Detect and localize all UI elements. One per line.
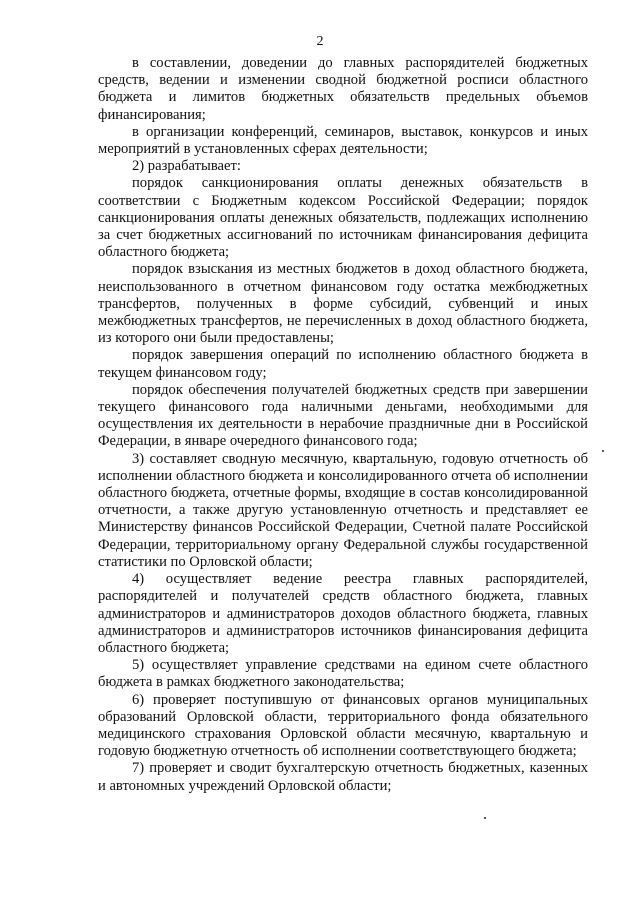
paragraph: порядок взыскания из местных бюджетов в доход областного бюджета, неиспользованного в отчетном финансовом году остатка межбюджетных трансфертов, полученных в форме субсидий, субвенций и иных межбюджетных трансфертов, не перечисленных в доход областного бюджета, из которого они были предоставлены; <box>98 261 588 347</box>
scan-speck <box>602 450 604 452</box>
paragraph: 5) осуществляет управление средствами на едином счете областного бюджета в рамках бюджетного законодательства; <box>98 657 588 691</box>
paragraph: порядок обеспечения получателей бюджетных средств при завершении текущего финансового года наличными деньгами, необходимыми для осуществления их деятельности в нерабочие праздничные дни в Российской Федерации, в январе очередного финансового года; <box>98 381 588 450</box>
paragraph: 7) проверяет и сводит бухгалтерскую отчетность бюджетных, казенных и автономных учреждений Орловской области; <box>98 760 588 794</box>
scan-speck <box>484 817 486 819</box>
paragraph: порядок санкционирования оплаты денежных обязательств в соответствии с Бюджетным кодексом Российской Федерации; порядок санкционирования оплаты денежных обязательств, подлежащих исполнению за счет бюджетных ассигнований по источникам финансирования дефицита областного бюджета; <box>98 175 588 261</box>
document-body <box>98 55 588 795</box>
paragraph: 6) проверяет поступившую от финансовых органов муниципальных образований Орловской области, территориального фонда обязательного медицинского страхования Орловской области месячную, квартальную и годовую бюджетную отчетность об исполнении соответствующего бюджета; <box>98 691 588 760</box>
paragraph: 2) разрабатывает: <box>132 158 241 175</box>
paragraph: 3) составляет сводную месячную, квартальную, годовую отчетность об исполнении областного бюджета и консолидированного отчета об исполнении областного бюджета, отчетные формы, входящие в состав консолидированной отчетности, а также другую установленную отчетность и представляет ее Министерству финансов Российской Федерации, Счетной палате Российской Федерации, территориальному органу Федеральной службы государственной статистики по Орловской области; <box>98 450 588 570</box>
paragraph: 4) осуществляет ведение реестра главных распорядителей, распорядителей и получателей средств областного бюджета, главных администраторов и администраторов доходов областного бюджета, главных администраторов и администраторов источников финансирования дефицита областного бюджета; <box>98 571 588 656</box>
page-number: 2 <box>316 34 324 49</box>
paragraph: в составлении, доведении до главных распорядителей бюджетных средств, ведении и изменении сводной бюджетной росписи областного бюджета и лимитов бюджетных обязательств предельных объемов финансирования; <box>98 55 588 123</box>
paragraph: порядок завершения операций по исполнению областного бюджета в текущем финансовом году; <box>98 347 588 381</box>
paragraph: в организации конференций, семинаров, выставок, конкурсов и иных мероприятий в установленных сферах деятельности; <box>98 123 588 158</box>
